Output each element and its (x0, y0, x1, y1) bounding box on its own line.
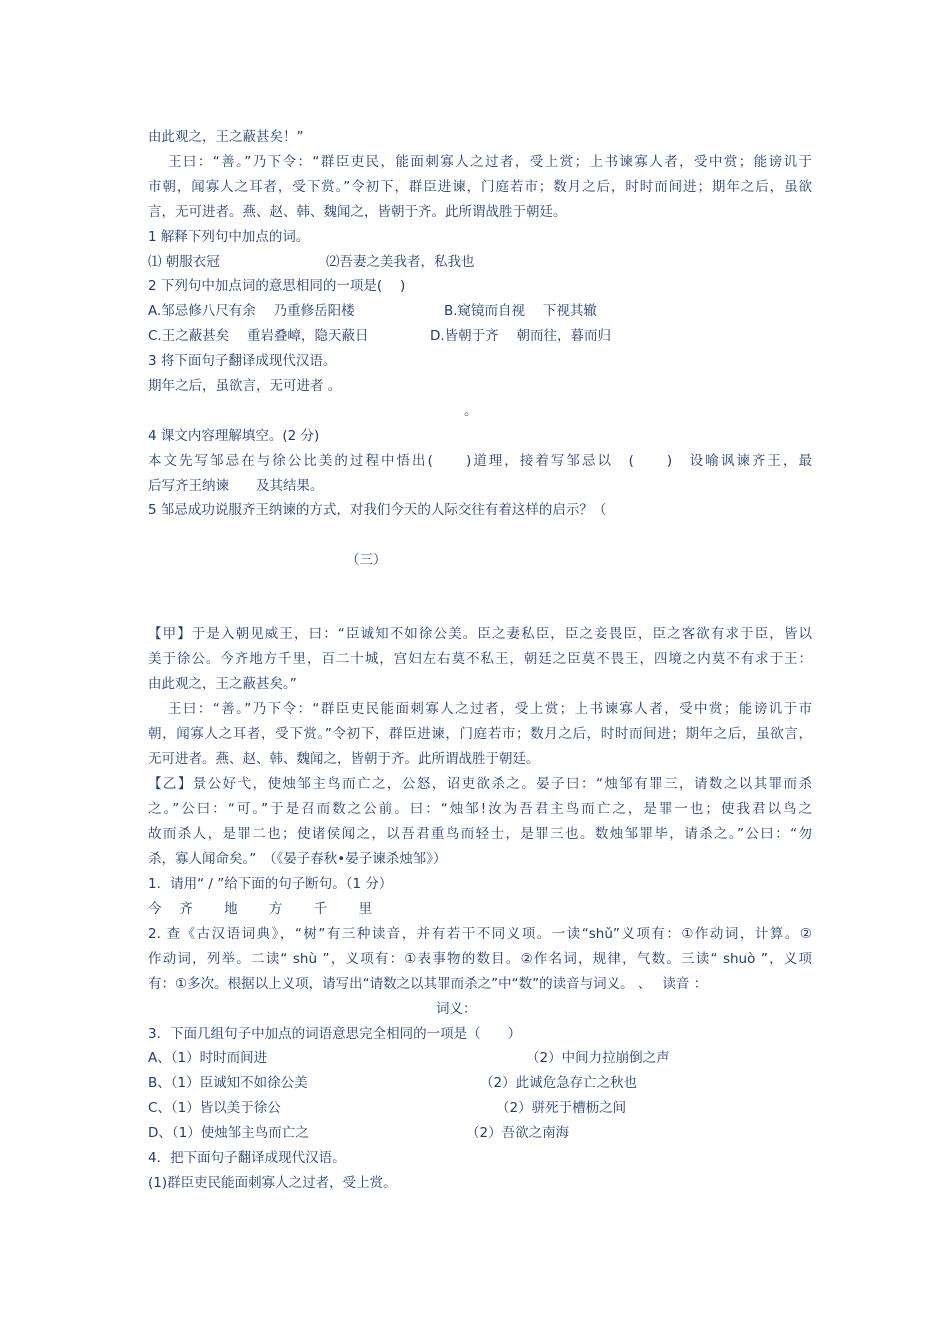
option-d: D.皆朝于齐 朝而往，暮而归 (430, 328, 611, 344)
passage-yi-line: 杀，寡人闻命矣。” （《晏子春秋•晏子谏杀烛邹》） (148, 851, 447, 867)
question-3-option-a (148, 1048, 812, 1070)
passage-line: 王曰：“善。”乃下令：“群臣吏民，能面刺寡人之过者，受上赏；上书谏寡人者，受中赏；能谤讥于 (168, 154, 812, 170)
question-3: 3 将下面句子翻译成现代汉语。 (148, 353, 337, 369)
option-b-2: （2）此诚危急存亡之秋也 (480, 1075, 638, 1091)
passage-line: 言，无可进者。燕、赵、韩、魏闻之，皆朝于齐。此所谓战胜于朝廷。 (148, 204, 567, 220)
option-a-2: （2）中间力拉崩倒之声 (526, 1050, 670, 1066)
item-1b: ⑵吾妻之美我者，私我也 (326, 254, 475, 270)
question-2-text: 有：①多次。根据以上义项，请写出“请数之以其罪而杀之”中“数”的读音与词义。 、 读音 ： (148, 976, 708, 992)
question-1-items (148, 252, 812, 274)
question-2-text: 作动词，列举。二读“ shù ”，义项有：①表事物的数目。②作名词，规律，气数。三读“ shuò ”，义项 (148, 951, 812, 967)
item-1a: ⑴ 朝服衣冠 (148, 254, 220, 270)
question-1: 1 解释下列句中加点的词。 (148, 229, 310, 245)
question-2-options-ab (148, 301, 812, 323)
passage-line: 由此观之，王之蔽甚矣！” (148, 129, 304, 145)
question-3-option-c (148, 1098, 812, 1120)
passage-jia-line: 王曰：“善。”乃下令：“群臣吏民能面刺寡人之过者，受上赏；上书谏寡人者，受中赏；能谤讥于市 (168, 701, 812, 717)
question-4-sentence: (1)群臣吏民能面刺寡人之过者，受上赏。 (148, 1175, 397, 1191)
question-1-sentence: 今 齐 地 方 千 里 (148, 901, 372, 917)
option-c-2: （2）骈死于槽枥之间 (496, 1100, 627, 1116)
question-2-options-cd (148, 326, 812, 348)
passage-jia-line: 朝，闻寡人之耳者，受下赏。”令初下，群臣进谏，门庭若市；数月之后，时时而间进；期年之后，虽欲言， (148, 726, 812, 742)
question-1: 1．请用“ / ”给下面的句子断句。（1 分） (148, 876, 393, 892)
passage-line: 市朝，闻寡人之耳者，受下赏。”令初下，群臣进谏，门庭若市；数月之后，时时而间进；期年之后，虽欲 (148, 179, 812, 195)
option-c: C.王之蔽甚矣 重岩叠嶂，隐天蔽日 (148, 328, 369, 344)
option-b: B.窥镜而自视 下视其辙 (444, 303, 597, 319)
option-d-1: D、（1）使烛邹主鸟而亡之 (148, 1125, 309, 1141)
question-5: 5 邹忌成功说服齐王纳谏的方式，对我们今天的人际交往有着这样的启示？（ (148, 502, 607, 518)
question-2-meaning-label: 词义： (436, 1001, 477, 1017)
question-3-option-d (148, 1123, 812, 1145)
option-a-1: A、（1）时时而间进 (148, 1050, 268, 1066)
passage-jia-line: 无可进者。燕、赵、韩、魏闻之，皆朝于齐。此所谓战胜于朝廷。 (148, 751, 540, 767)
question-4-text: 本文先写邹忌在与徐公比美的过程中悟出( )道理，接着写邹忌以 ( ) 设喻讽谏齐王，最 (148, 453, 812, 469)
passage-jia-line: 由此观之，王之蔽甚矣。” (148, 676, 297, 692)
question-3-sentence: 期年之后，虽欲言，无可进者 。 (148, 378, 342, 394)
option-b-1: B、（1）臣诚知不如徐公美 (148, 1075, 308, 1091)
question-4: 4 课文内容理解填空。(2 分) (148, 428, 320, 444)
question-3-option-b (148, 1073, 812, 1095)
passage-jia-line: 美于徐公。今齐地方千里，百二十城，宫妇左右莫不私王，朝廷之臣莫不畏王，四境之内莫不有求于王： (148, 651, 812, 667)
question-4: 4．把下面句子翻译成现代汉语。 (148, 1150, 346, 1166)
question-3: 3．下面几组句子中加点的词语意思完全相同的一项是（ ） (148, 1026, 522, 1042)
passage-yi-line: 故而杀人，是罪二也；使诸侯闻之，以吾君重鸟而轻士，是罪三也。数烛邹罪毕，请杀之。”公曰：“勿 (148, 826, 812, 842)
option-d-2: （2）吾欲之南海 (466, 1125, 570, 1141)
question-2: 2 下列句中加点词的意思相同的一项是( ) (148, 278, 406, 294)
question-4-text: 后写齐王纳谏 及其结果。 (148, 478, 324, 494)
answer-blank-period: 。 (464, 403, 478, 419)
option-c-1: C、（1）皆以美于徐公 (148, 1100, 281, 1116)
passage-yi-line: 【乙】景公好弋，使烛邹主鸟而亡之，公怒，诏吏欲杀之。晏子曰：“烛邹有罪三，请数之以其罪而杀 (148, 776, 812, 792)
passage-yi-line: 之。”公曰：“可。”于是召而数之公前。曰：“烛邹!汝为吾君主鸟而亡之，是罪一也；使我君以鸟之 (148, 801, 812, 817)
section-title: （三） (346, 552, 387, 568)
question-2-text: 2. 查《古汉语词典》，“树”有三种读音，并有若干不同义项。一读“shǔ”义项有：①作动词，计算。② (148, 926, 812, 942)
passage-jia-line: 【甲】于是入朝见威王，曰：“臣诚知不如徐公美。臣之妻私臣，臣之妾畏臣，臣之客欲有求于臣，皆以 (148, 626, 812, 642)
option-a: A.邹忌修八尺有余 乃重修岳阳楼 (148, 303, 355, 319)
